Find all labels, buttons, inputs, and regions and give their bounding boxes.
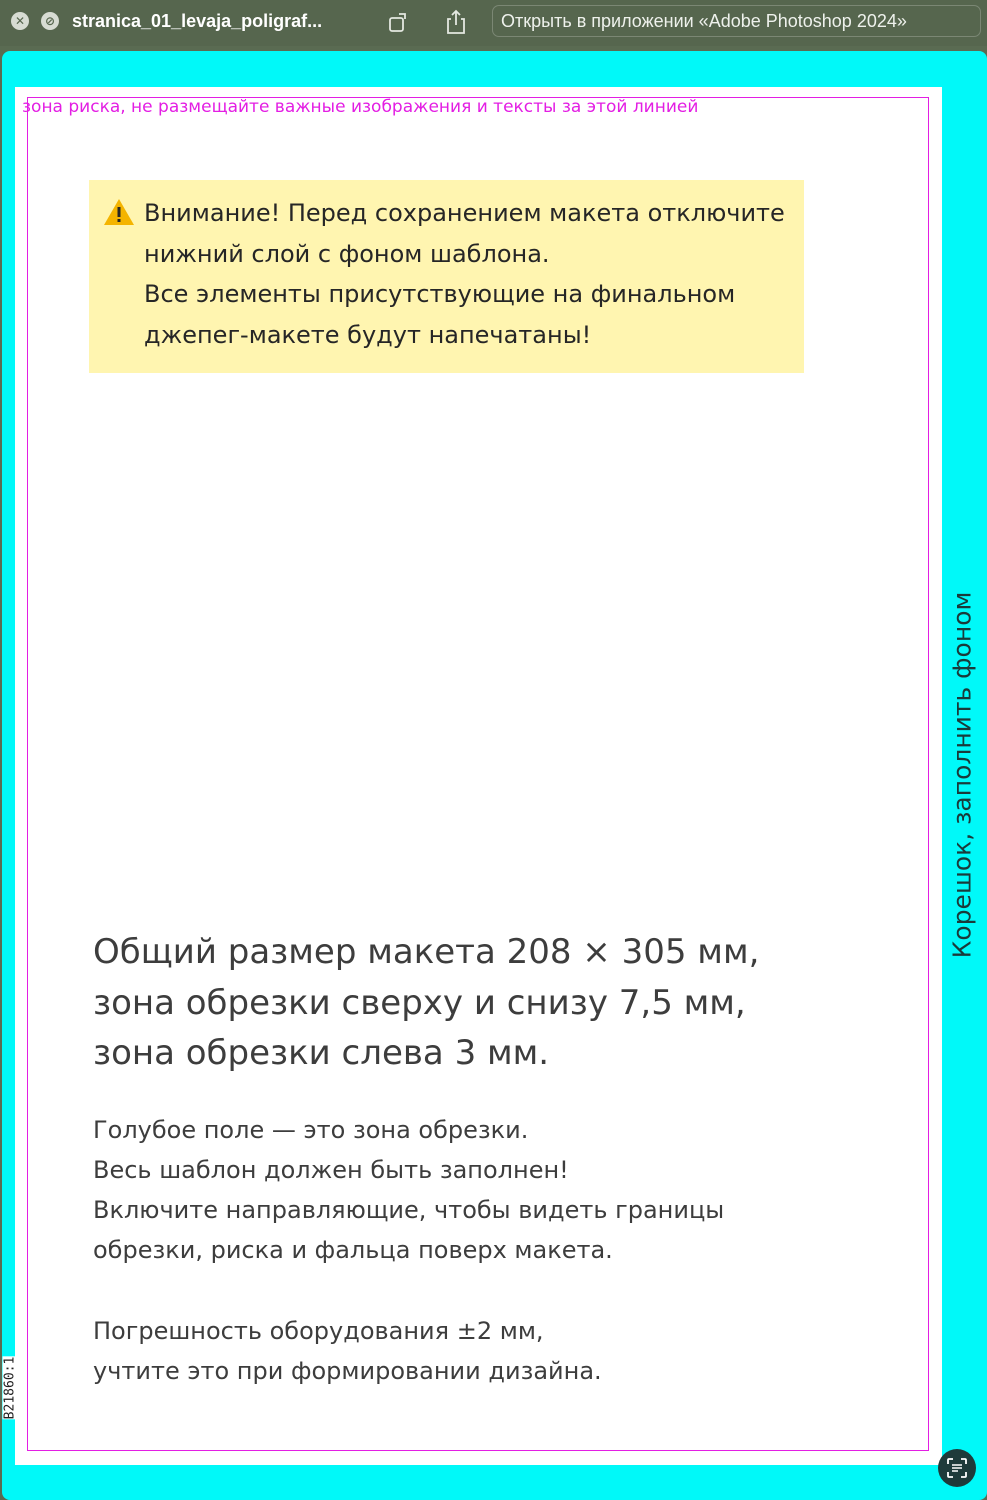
bleed-info-text	[93, 1110, 724, 1270]
risk-zone-note: зона риска, не размещайте важные изображения и тексты за этой линией	[22, 97, 699, 117]
warning-box	[89, 180, 804, 373]
text-scan-icon	[946, 1457, 968, 1479]
spine-label: Корешок, заполнить фоном	[947, 591, 977, 959]
info-line: Включите направляющие, чтобы видеть границы	[93, 1196, 725, 1224]
tolerance-line: Погрешность оборудования ±2 мм,	[93, 1317, 544, 1345]
warning-line: джепег-макете будут напечатаны!	[144, 320, 592, 349]
template-code: B21860:1	[2, 1356, 18, 1420]
close-icon[interactable]: ✕	[11, 12, 29, 30]
size-line: зона обрезки сверху и снизу 7,5 мм,	[93, 982, 746, 1023]
info-line: обрезки, риска и фальца поверх макета.	[93, 1236, 613, 1264]
layout-size-text	[93, 927, 759, 1079]
window-title: stranica_01_levaja_poligraf...	[72, 11, 323, 31]
document-preview	[2, 51, 987, 1500]
warning-line: Все элементы присутствующие на финальном	[144, 280, 736, 308]
warning-line: нижний слой с фоном шаблона.	[144, 239, 550, 268]
size-line: Общий размер макета 208 × 305 мм,	[93, 932, 760, 972]
warning-icon	[103, 198, 135, 226]
tolerance-text	[93, 1311, 602, 1391]
warning-text	[144, 193, 804, 355]
info-line: Весь шаблон должен быть заполнен!	[93, 1156, 569, 1184]
more-icon[interactable]: ⊘	[41, 12, 59, 30]
open-in-app-button[interactable]: Открыть в приложении «Adobe Photoshop 2024»	[492, 5, 981, 37]
info-line: Голубое поле — это зона обрезки.	[93, 1116, 529, 1144]
share-icon[interactable]	[443, 8, 469, 36]
live-text-button[interactable]	[938, 1449, 976, 1487]
tolerance-line: учтите это при формировании дизайна.	[93, 1357, 602, 1385]
rotate-icon[interactable]	[385, 8, 411, 36]
warning-line: Внимание! Перед сохранением макета отключите	[144, 199, 785, 227]
size-line: зона обрезки слева 3 мм.	[93, 1033, 550, 1073]
quicklook-titlebar	[0, 0, 987, 46]
